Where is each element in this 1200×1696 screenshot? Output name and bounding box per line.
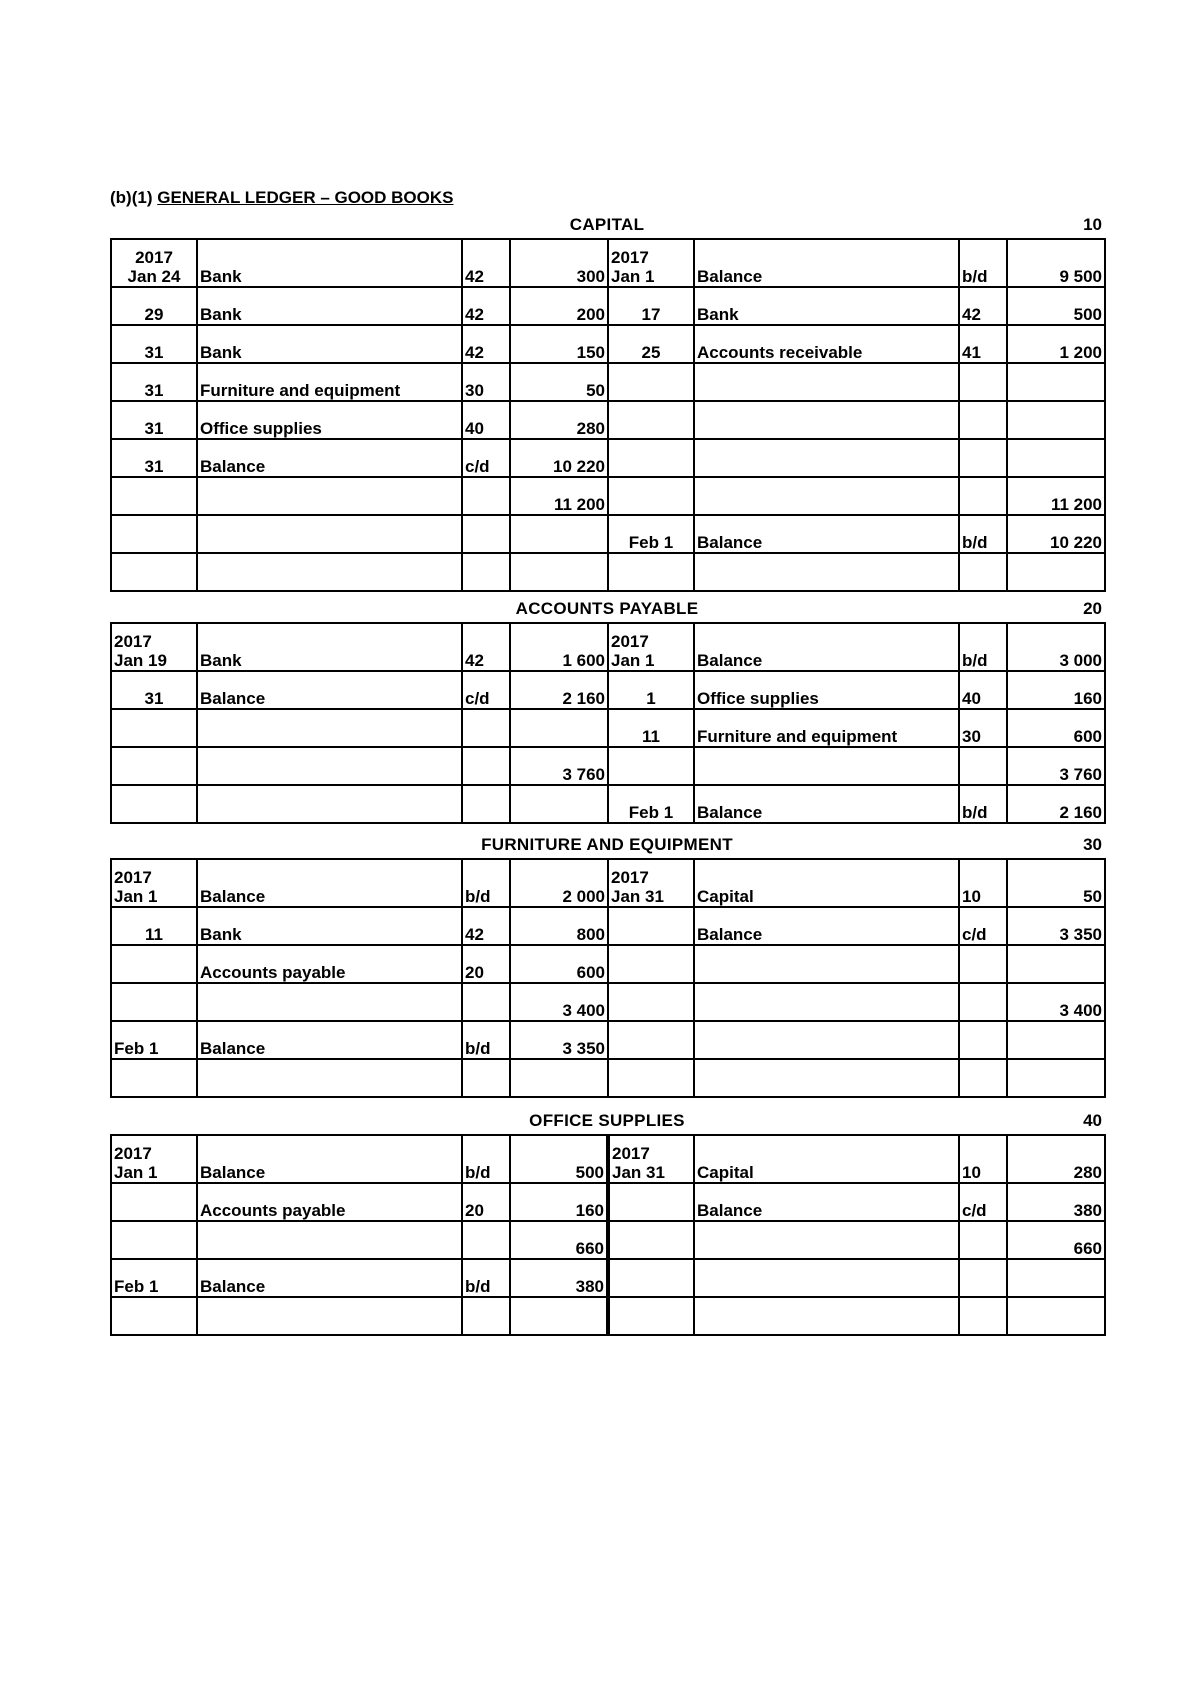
date-debit [111, 1221, 197, 1259]
details-credit [694, 945, 959, 983]
folio-credit: 10 [959, 859, 1007, 907]
ledger-row [111, 325, 1105, 363]
folio-credit [959, 1059, 1007, 1097]
amount-debit: 800 [510, 907, 608, 945]
heading-title: GENERAL LEDGER – GOOD BOOKS [157, 188, 454, 207]
folio-debit: c/d [462, 439, 510, 477]
folio-credit: 40 [959, 671, 1007, 709]
folio-credit: c/d [959, 907, 1007, 945]
amount-credit: 1 200 [1007, 325, 1105, 363]
details-debit: Balance [197, 671, 462, 709]
amount-debit: 160 [510, 1183, 608, 1221]
amount-debit: 200 [510, 287, 608, 325]
year-label: 2017 [135, 248, 173, 267]
date-debit [111, 1059, 197, 1097]
date-credit [608, 477, 694, 515]
date-debit [111, 859, 197, 907]
details-debit [197, 747, 462, 785]
ledger-row [111, 785, 1105, 823]
account-title: CAPITAL [569, 215, 645, 234]
ledger-row [111, 287, 1105, 325]
year-label: 2017 [611, 632, 649, 651]
date-debit: Feb 1 [111, 1259, 197, 1297]
amount-credit [1007, 553, 1105, 591]
details-credit [694, 401, 959, 439]
date-debit [111, 553, 197, 591]
amount-credit: 10 220 [1007, 515, 1105, 553]
details-debit [197, 709, 462, 747]
details-credit: Capital [694, 859, 959, 907]
folio-credit: 30 [959, 709, 1007, 747]
folio-debit [462, 1059, 510, 1097]
details-debit [197, 1221, 462, 1259]
date-debit [111, 239, 197, 287]
details-credit [694, 1221, 959, 1259]
details-debit: Accounts payable [197, 945, 462, 983]
amount-credit: 3 400 [1007, 983, 1105, 1021]
ledger-account-furniture-and-equipment [110, 834, 1104, 1098]
date-credit [608, 1021, 694, 1059]
ledger-row [111, 1021, 1105, 1059]
ledger-row [111, 1221, 1105, 1259]
folio-credit [959, 553, 1007, 591]
date-label: Jan 31 [611, 887, 664, 906]
year-label: 2017 [612, 1144, 650, 1163]
ledger-table [110, 622, 1106, 824]
details-credit [694, 747, 959, 785]
details-debit: Bank [197, 287, 462, 325]
folio-debit [462, 983, 510, 1021]
date-credit [608, 439, 694, 477]
folio-debit: 42 [462, 239, 510, 287]
amount-debit: 150 [510, 325, 608, 363]
details-credit [694, 1297, 959, 1335]
folio-credit [959, 1021, 1007, 1059]
folio-debit [462, 709, 510, 747]
folio-credit [959, 747, 1007, 785]
folio-debit: b/d [462, 859, 510, 907]
details-credit [694, 1059, 959, 1097]
amount-debit [510, 553, 608, 591]
ledger-row [111, 1183, 1105, 1221]
amount-credit: 2 160 [1007, 785, 1105, 823]
amount-credit: 660 [1007, 1221, 1105, 1259]
amount-credit: 50 [1007, 859, 1105, 907]
amount-debit: 300 [510, 239, 608, 287]
folio-debit: c/d [462, 671, 510, 709]
amount-debit: 11 200 [510, 477, 608, 515]
year-label: 2017 [611, 868, 649, 887]
details-debit [197, 1297, 462, 1335]
amount-credit: 600 [1007, 709, 1105, 747]
amount-debit: 2 000 [510, 859, 608, 907]
date-credit [608, 1297, 694, 1335]
folio-debit: 42 [462, 287, 510, 325]
folio-debit [462, 477, 510, 515]
amount-debit: 500 [510, 1135, 608, 1183]
date-label: Jan 1 [611, 651, 655, 670]
details-credit [694, 439, 959, 477]
details-debit [197, 1059, 462, 1097]
details-debit [197, 477, 462, 515]
folio-debit: 42 [462, 325, 510, 363]
date-credit [608, 945, 694, 983]
amount-credit: 160 [1007, 671, 1105, 709]
folio-credit [959, 1221, 1007, 1259]
ledger-row [111, 477, 1105, 515]
year-label: 2017 [114, 868, 152, 887]
folio-debit [462, 553, 510, 591]
ledger-row [111, 709, 1105, 747]
date-credit: Feb 1 [608, 515, 694, 553]
ledger-table [110, 858, 1106, 1098]
amount-credit: 3 000 [1007, 623, 1105, 671]
details-debit: Accounts payable [197, 1183, 462, 1221]
ledger-row [111, 671, 1105, 709]
date-credit [608, 1135, 694, 1183]
date-credit [608, 1059, 694, 1097]
date-label: Jan 24 [127, 267, 181, 286]
folio-credit [959, 1259, 1007, 1297]
amount-credit: 3 350 [1007, 907, 1105, 945]
date-credit: 1 [608, 671, 694, 709]
ledger-account-accounts-payable [110, 598, 1104, 824]
date-credit [608, 747, 694, 785]
details-debit: Bank [197, 325, 462, 363]
folio-credit: 10 [959, 1135, 1007, 1183]
amount-debit: 1 600 [510, 623, 608, 671]
amount-credit: 380 [1007, 1183, 1105, 1221]
account-title: OFFICE SUPPLIES [529, 1111, 685, 1130]
account-header [110, 214, 1104, 238]
details-credit: Balance [694, 1183, 959, 1221]
date-debit: 31 [111, 401, 197, 439]
details-credit [694, 1021, 959, 1059]
date-debit [111, 983, 197, 1021]
amount-credit: 9 500 [1007, 239, 1105, 287]
account-header [110, 1110, 1104, 1134]
date-credit [608, 859, 694, 907]
folio-credit [959, 439, 1007, 477]
ledger-account-capital [110, 214, 1104, 592]
folio-debit: 20 [462, 945, 510, 983]
folio-debit: b/d [462, 1021, 510, 1059]
date-credit [608, 983, 694, 1021]
ledger-account-office-supplies [110, 1110, 1104, 1336]
date-debit [111, 1297, 197, 1335]
ledger-row [111, 1135, 1105, 1183]
details-credit: Balance [694, 785, 959, 823]
amount-debit: 3 760 [510, 747, 608, 785]
amount-credit: 11 200 [1007, 477, 1105, 515]
amount-credit: 280 [1007, 1135, 1105, 1183]
details-debit: Office supplies [197, 401, 462, 439]
amount-credit [1007, 363, 1105, 401]
amount-credit [1007, 439, 1105, 477]
ledger-row [111, 623, 1105, 671]
year-label: 2017 [611, 248, 649, 267]
details-credit: Capital [694, 1135, 959, 1183]
amount-debit: 50 [510, 363, 608, 401]
details-debit: Balance [197, 859, 462, 907]
folio-credit [959, 363, 1007, 401]
details-credit: Balance [694, 907, 959, 945]
details-credit: Furniture and equipment [694, 709, 959, 747]
amount-credit [1007, 1297, 1105, 1335]
date-credit [608, 401, 694, 439]
folio-debit: 42 [462, 623, 510, 671]
amount-debit [510, 1059, 608, 1097]
amount-debit: 10 220 [510, 439, 608, 477]
folio-debit [462, 1297, 510, 1335]
amount-debit: 660 [510, 1221, 608, 1259]
folio-debit: 30 [462, 363, 510, 401]
folio-debit: b/d [462, 1259, 510, 1297]
ledger-row [111, 983, 1105, 1021]
details-credit: Balance [694, 623, 959, 671]
details-credit: Balance [694, 515, 959, 553]
date-debit: 29 [111, 287, 197, 325]
date-debit [111, 623, 197, 671]
details-credit: Balance [694, 239, 959, 287]
details-credit: Accounts receivable [694, 325, 959, 363]
date-label: Jan 1 [114, 887, 158, 906]
date-debit: 31 [111, 439, 197, 477]
date-debit [111, 1183, 197, 1221]
date-label: Jan 1 [114, 1163, 158, 1182]
date-debit [111, 747, 197, 785]
ledger-row [111, 1297, 1105, 1335]
details-debit [197, 785, 462, 823]
ledger-row [111, 401, 1105, 439]
ledger-row [111, 747, 1105, 785]
details-credit [694, 983, 959, 1021]
date-credit [608, 239, 694, 287]
date-credit [608, 1259, 694, 1297]
amount-debit: 600 [510, 945, 608, 983]
folio-debit [462, 515, 510, 553]
folio-credit [959, 1297, 1007, 1335]
details-debit [197, 983, 462, 1021]
ledger-row [111, 1059, 1105, 1097]
account-title: FURNITURE AND EQUIPMENT [481, 835, 733, 854]
folio-debit: 40 [462, 401, 510, 439]
date-credit [608, 1183, 694, 1221]
amount-credit [1007, 1259, 1105, 1297]
date-debit [111, 1135, 197, 1183]
details-credit [694, 477, 959, 515]
details-credit [694, 1259, 959, 1297]
date-debit: 11 [111, 907, 197, 945]
date-credit [608, 363, 694, 401]
amount-credit: 3 760 [1007, 747, 1105, 785]
date-debit: 31 [111, 671, 197, 709]
year-label: 2017 [114, 1144, 152, 1163]
amount-credit: 500 [1007, 287, 1105, 325]
ledger-row [111, 907, 1105, 945]
date-debit [111, 785, 197, 823]
ledger-row [111, 239, 1105, 287]
folio-credit: b/d [959, 785, 1007, 823]
account-number: 20 [1083, 599, 1102, 618]
details-debit [197, 515, 462, 553]
folio-credit [959, 477, 1007, 515]
amount-debit [510, 515, 608, 553]
date-credit [608, 907, 694, 945]
folio-credit: b/d [959, 623, 1007, 671]
date-credit: Feb 1 [608, 785, 694, 823]
details-debit: Bank [197, 907, 462, 945]
date-credit [608, 553, 694, 591]
folio-credit: b/d [959, 239, 1007, 287]
date-debit [111, 515, 197, 553]
date-credit: 17 [608, 287, 694, 325]
date-credit [608, 623, 694, 671]
amount-debit: 3 400 [510, 983, 608, 1021]
date-label: Jan 1 [611, 267, 655, 286]
account-title: ACCOUNTS PAYABLE [515, 599, 699, 618]
folio-credit: 41 [959, 325, 1007, 363]
account-header [110, 834, 1104, 858]
folio-credit: b/d [959, 515, 1007, 553]
details-credit: Office supplies [694, 671, 959, 709]
details-debit: Furniture and equipment [197, 363, 462, 401]
date-debit: 31 [111, 363, 197, 401]
amount-debit: 3 350 [510, 1021, 608, 1059]
amount-debit: 2 160 [510, 671, 608, 709]
date-debit: Feb 1 [111, 1021, 197, 1059]
ledger-row [111, 439, 1105, 477]
page-heading [110, 188, 454, 208]
folio-credit: c/d [959, 1183, 1007, 1221]
ledger-row [111, 515, 1105, 553]
year-label: 2017 [114, 632, 152, 651]
date-debit [111, 945, 197, 983]
folio-credit [959, 945, 1007, 983]
folio-credit [959, 401, 1007, 439]
details-debit [197, 553, 462, 591]
date-debit [111, 709, 197, 747]
account-number: 10 [1083, 215, 1102, 234]
folio-debit: 20 [462, 1183, 510, 1221]
amount-debit [510, 1297, 608, 1335]
ledger-row [111, 859, 1105, 907]
ledger-row [111, 363, 1105, 401]
folio-debit [462, 747, 510, 785]
folio-debit: 42 [462, 907, 510, 945]
date-credit [608, 1221, 694, 1259]
amount-credit [1007, 1021, 1105, 1059]
details-debit: Balance [197, 1135, 462, 1183]
details-debit: Balance [197, 1021, 462, 1059]
amount-credit [1007, 945, 1105, 983]
folio-credit: 42 [959, 287, 1007, 325]
folio-debit [462, 1221, 510, 1259]
amount-credit [1007, 1059, 1105, 1097]
date-debit [111, 477, 197, 515]
ledger-row [111, 945, 1105, 983]
details-credit [694, 553, 959, 591]
date-credit: 25 [608, 325, 694, 363]
details-debit: Balance [197, 439, 462, 477]
date-label: Jan 31 [612, 1163, 665, 1182]
details-credit: Bank [694, 287, 959, 325]
date-credit: 11 [608, 709, 694, 747]
details-credit [694, 363, 959, 401]
amount-debit: 380 [510, 1259, 608, 1297]
date-debit: 31 [111, 325, 197, 363]
heading-prefix: (b)(1) [110, 188, 158, 207]
folio-debit [462, 785, 510, 823]
folio-debit: b/d [462, 1135, 510, 1183]
folio-credit [959, 983, 1007, 1021]
details-debit: Balance [197, 1259, 462, 1297]
amount-debit: 280 [510, 401, 608, 439]
account-number: 30 [1083, 835, 1102, 854]
amount-debit [510, 709, 608, 747]
ledger-row [111, 1259, 1105, 1297]
ledger-table [110, 1134, 1106, 1336]
amount-credit [1007, 401, 1105, 439]
account-number: 40 [1083, 1111, 1102, 1130]
ledger-row [111, 553, 1105, 591]
amount-debit [510, 785, 608, 823]
account-header [110, 598, 1104, 622]
details-debit: Bank [197, 239, 462, 287]
details-debit: Bank [197, 623, 462, 671]
ledger-table [110, 238, 1106, 592]
date-label: Jan 19 [114, 651, 167, 670]
